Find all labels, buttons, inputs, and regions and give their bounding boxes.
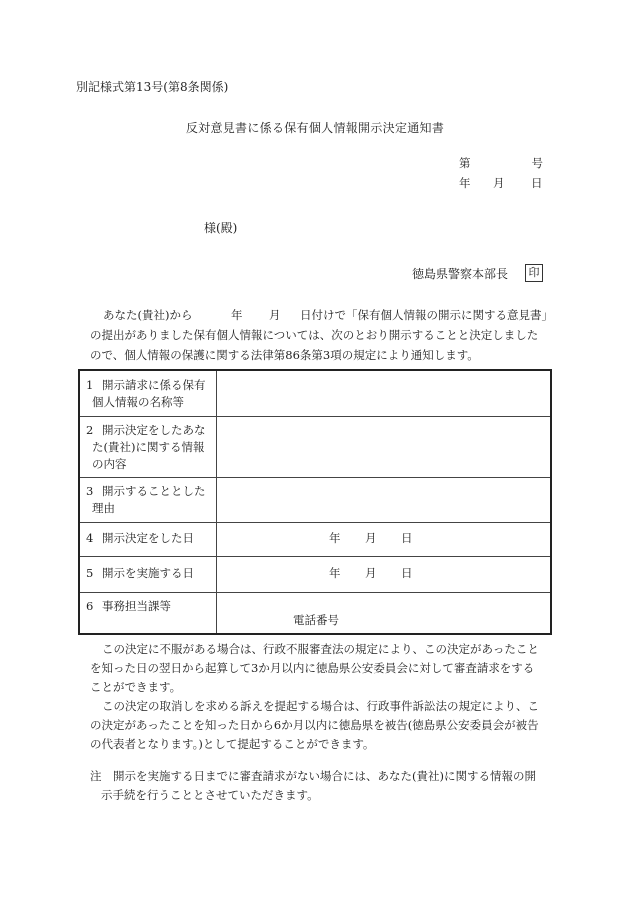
footnote-line-2: 示手続を行うこととさせていただきます。 [101,788,319,802]
seal-mark: 印 [525,264,543,282]
table-row [80,477,550,523]
appeal-notice-line-2: を知った日の翌日から起算して3か月以内に徳島県公安委員会に対して審査請求をする [90,661,535,675]
sender-name: 徳島県警察本部長 [412,267,509,281]
lawsuit-notice-line-2: の決定があったことを知った日から6か月以内に徳島県を被告(徳島県公安委員会が被告 [90,718,539,732]
intro-line-2: の提出がありました保有個人情報については、次のとおり開示することと決定しました [90,328,539,342]
intro-year: 年 [231,308,243,322]
table-row [80,416,550,478]
table-row [80,592,550,633]
appeal-notice-line-1: この決定に不服がある場合は、行政不服審査法の規定により、この決定があったこと [102,642,539,656]
lawsuit-notice-line-1: この決定の取消しを求める訴えを提起する場合は、行政事件訴訟法の規定により、こ [102,699,539,713]
date-month: 月 [493,176,505,190]
row-label: 3 開示することとした 理由 [86,484,206,515]
intro-from: あなた(貴社)から [103,308,193,322]
document-number [459,155,543,171]
info-table [78,369,552,635]
row-label: 6 事務担当課等 [86,599,171,613]
lawsuit-notice-line-3: の代表者となります。)として提起することができます。 [90,737,375,751]
intro-month: 月 [269,308,281,322]
table-row: 4 開示決定をした日 年 月 日 [80,522,550,557]
appeal-notice-line-3: ことができます。 [90,680,182,694]
document-number-prefix: 第 [459,156,471,170]
phone-label: 電話番号 [293,613,339,627]
table-row [80,371,550,417]
row-label: 2 開示決定をしたあな た(貴社)に関する情報 の内容 [86,423,206,471]
row-label: 1 開示請求に係る保有 個人情報の名称等 [86,378,206,409]
addressee: 様(殿) [204,221,238,235]
document-title: 反対意見書に係る保有個人情報開示決定通知書 [185,121,445,135]
intro-date-suffix: 日付けで「保有個人情報の開示に関する意見書」 [300,308,553,322]
intro-line-3: ので、個人情報の保護に関する法律第86条第3項の規定により通知します。 [90,348,479,362]
document-number-suffix: 号 [531,156,543,170]
date-day: 日 [531,176,543,190]
row-label: 4 開示決定をした日 [86,531,194,545]
date-year: 年 [459,176,471,190]
row-label: 5 開示を実施する日 [86,566,194,580]
footnote-line-1: 注 開示を実施する日までに審査請求がない場合には、あなた(貴社)に関する情報の開 [90,769,536,783]
table-row: 5 開示を実施する日 年 月 日 [80,556,550,593]
form-reference: 別記様式第13号(第8条関係) [76,80,229,94]
